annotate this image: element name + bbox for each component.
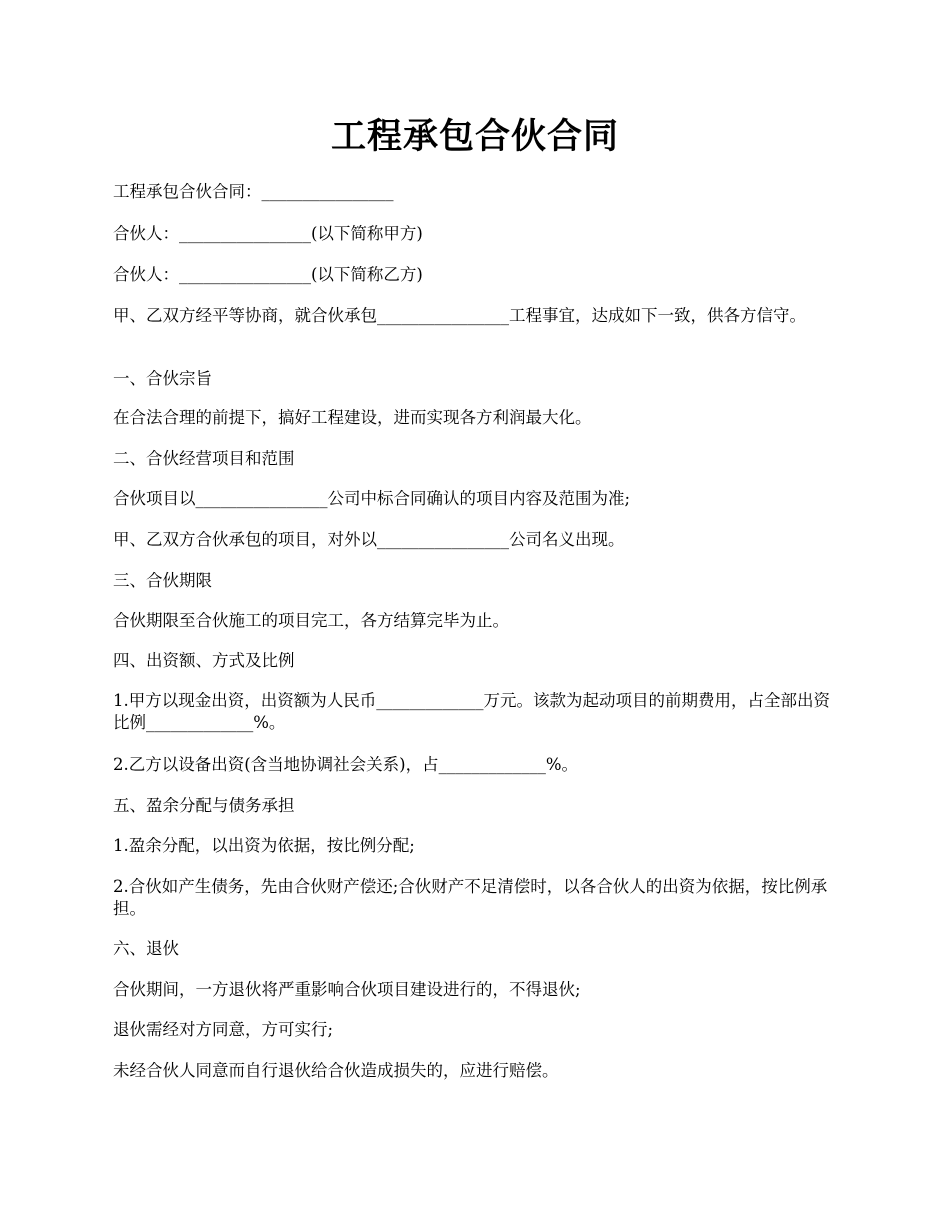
withdrawal-paragraph-2: 退伙需经对方同意，方可实行; [113, 1020, 334, 1039]
section-heading-scope: 二、合伙经营项目和范围 [113, 449, 295, 468]
partner-b-line: 合伙人：________________(以下简称乙方) [113, 265, 423, 284]
capital-paragraph-2: 2.乙方以设备出资(含当地协调社会关系)，占_____________%。 [113, 755, 579, 774]
partner-a-line: 合伙人：________________(以下简称甲方) [113, 224, 423, 243]
scope-paragraph-1: 合伙项目以________________公司中标合同确认的项目内容及范围为准; [113, 489, 631, 508]
section-heading-capital: 四、出资额、方式及比例 [113, 651, 295, 670]
preamble-paragraph: 甲、乙双方经平等协商，就合伙承包________________工程事宜，达成如下一致，供各方信守。 [113, 306, 806, 325]
profit-paragraph: 1.盈余分配，以出资为依据，按比例分配; [113, 836, 415, 855]
document-title: 工程承包合伙合同 [330, 116, 619, 157]
capital-paragraph-1: 1.甲方以现金出资，出资额为人民币_____________万元。该款为起动项目的前期费用，占全部出资比例_____________%。 [113, 691, 830, 732]
scope-paragraph-2: 甲、乙双方合伙承包的项目，对外以________________公司名义出现。 [113, 530, 625, 549]
withdrawal-paragraph-1: 合伙期间，一方退伙将严重影响合伙项目建设进行的，不得退伙; [113, 980, 581, 999]
withdrawal-paragraph-3: 未经合伙人同意而自行退伙给合伙造成损失的，应进行赔偿。 [113, 1061, 559, 1080]
term-paragraph: 合伙期限至合伙施工的项目完工，各方结算完毕为止。 [113, 611, 509, 630]
section-heading-profit-debt: 五、盈余分配与债务承担 [113, 796, 295, 815]
purpose-paragraph: 在合法合理的前提下，搞好工程建设，进而实现各方利润最大化。 [113, 408, 592, 427]
contract-name-line: 工程承包合伙合同：________________ [113, 182, 394, 201]
section-heading-withdrawal: 六、退伙 [113, 939, 179, 958]
section-heading-term: 三、合伙期限 [113, 571, 212, 590]
section-heading-purpose: 一、合伙宗旨 [113, 369, 212, 388]
debt-paragraph: 2.合伙如产生债务，先由合伙财产偿还;合伙财产不足清偿时，以各合伙人的出资为依据，按比例承担。 [113, 877, 828, 918]
